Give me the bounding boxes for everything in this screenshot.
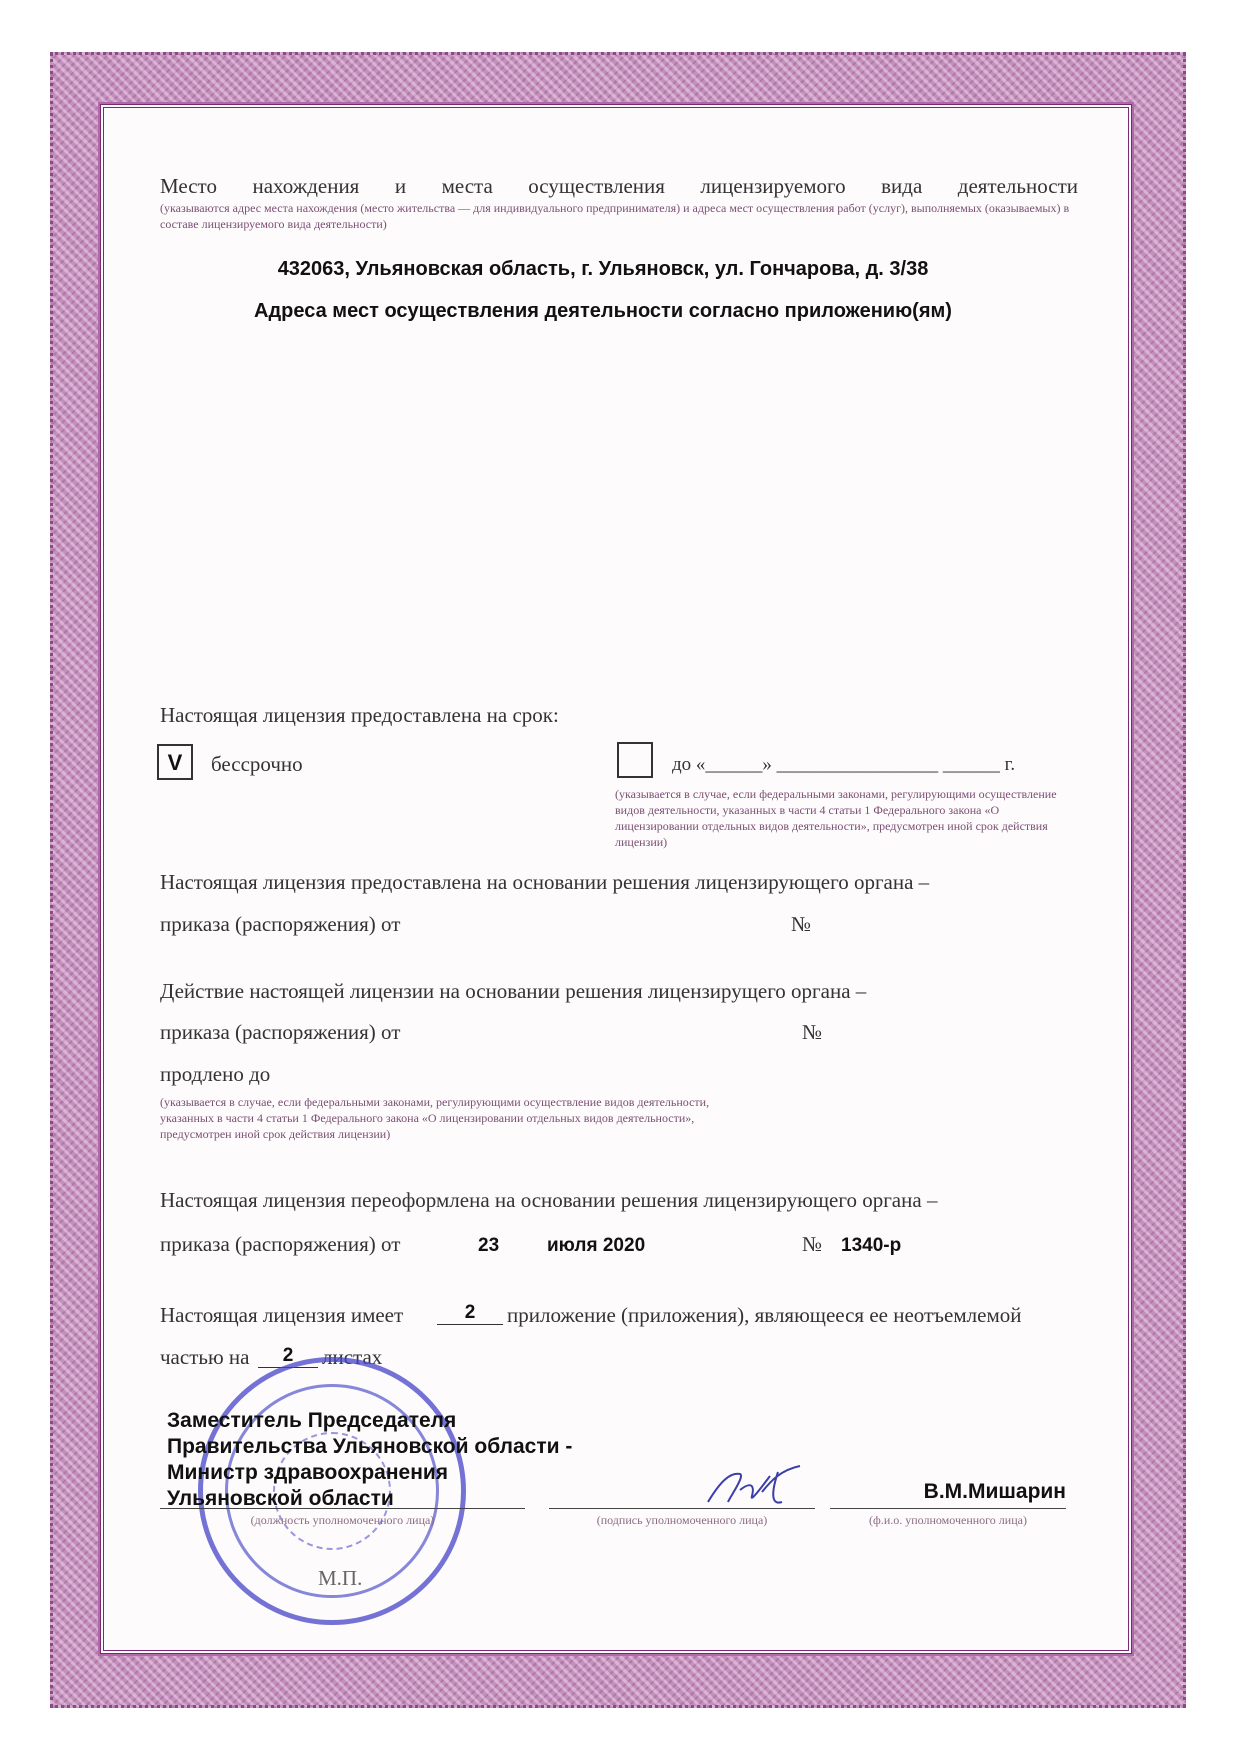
sheets-after: листах <box>322 1345 383 1369</box>
term-label: Настоящая лицензия предоставлена на срок: <box>160 703 559 727</box>
indefinite-label: бессрочно <box>211 752 303 776</box>
name-line-rule <box>830 1508 1066 1509</box>
granted-line2: приказа (распоряжения) от <box>160 912 401 936</box>
address: 432063, Ульяновская область, г. Ульяновск, ул. Гончарова, д. 3/38 <box>277 258 929 280</box>
sheets-before: частью на <box>160 1345 250 1369</box>
reissued-number: 1340-р <box>841 1235 902 1256</box>
position-line: Ульяновской области <box>167 1487 394 1510</box>
section-note: (указываются адрес места нахождения (место жительства — для индивидуального предпринимателя) и адреса мест осуществления работ (услуг), выполняемых (оказываемых) в составе лицензируемого вида деятельности) <box>160 201 1070 231</box>
checkbox-indefinite[interactable]: V <box>157 744 193 780</box>
position-line: Заместитель Председателя <box>167 1409 457 1432</box>
reissued-day: 23 <box>478 1235 500 1256</box>
sheets-count: 2 <box>258 1345 318 1368</box>
until-note: (указывается в случае, если федеральными законами, регулирующими осуществление видов деятельности, указанных в части 4 статьи 1 Федерального закона «О лицензировании отдельных видов деятельности», предусмотрен иной срок действия лицензии) <box>615 787 1057 849</box>
position-caption: (должность уполномоченного лица) <box>250 1513 435 1527</box>
checkbox-until[interactable] <box>617 742 653 778</box>
position-line-rule <box>160 1508 525 1509</box>
extended-line3: продлено до <box>160 1062 271 1086</box>
position-line: Правительства Ульяновской области - <box>167 1435 573 1458</box>
appendix-count: 2 <box>437 1302 503 1325</box>
reissued-line2: приказа (распоряжения) от <box>160 1232 401 1256</box>
appendix-text-before: Настоящая лицензия имеет <box>160 1303 404 1327</box>
address-note: Адреса мест осуществления деятельности согласно приложению(ям) <box>254 300 952 322</box>
appendix-text-after: приложение (приложения), являющееся ее неотъемлемой <box>507 1303 1022 1327</box>
granted-number-label: № <box>791 912 812 936</box>
name-caption: (ф.и.о. уполномоченного лица) <box>869 1513 1027 1527</box>
signer-name: В.М.Мишарин <box>923 1480 1066 1503</box>
extended-line1: Действие настоящей лицензии на основании решения лицензирущего органа – <box>160 979 867 1003</box>
signature-caption: (подпись уполномоченного лица) <box>596 1513 768 1527</box>
position-line: Министр здравоохранения <box>167 1461 449 1484</box>
handwritten-signature <box>700 1462 810 1512</box>
reissued-month-year: июля 2020 <box>547 1235 646 1256</box>
granted-line1: Настоящая лицензия предоставлена на основании решения лицензирующего органа – <box>160 870 930 894</box>
signer-position <box>167 1408 572 1512</box>
section-title: Место нахождения и места осуществления лицензируемого вида деятельности <box>160 174 1078 198</box>
seal-label: М.П. <box>318 1566 363 1590</box>
extended-note: (указывается в случае, если федеральными законами, регулирующими осуществление видов деятельности, указанных в части 4 статьи 1 Федерального закона «О лицензировании отдельных видов деятельности», предусмотрен иной срок действия лицензии) <box>160 1095 710 1141</box>
reissued-number-label: № <box>802 1232 823 1256</box>
extended-number-label: № <box>802 1020 823 1044</box>
reissued-line1: Настоящая лицензия переоформлена на основании решения лицензирующего органа – <box>160 1188 938 1212</box>
extended-line2: приказа (распоряжения) от <box>160 1020 401 1044</box>
until-label: до «______» _________________ ______ г. <box>672 754 1016 775</box>
